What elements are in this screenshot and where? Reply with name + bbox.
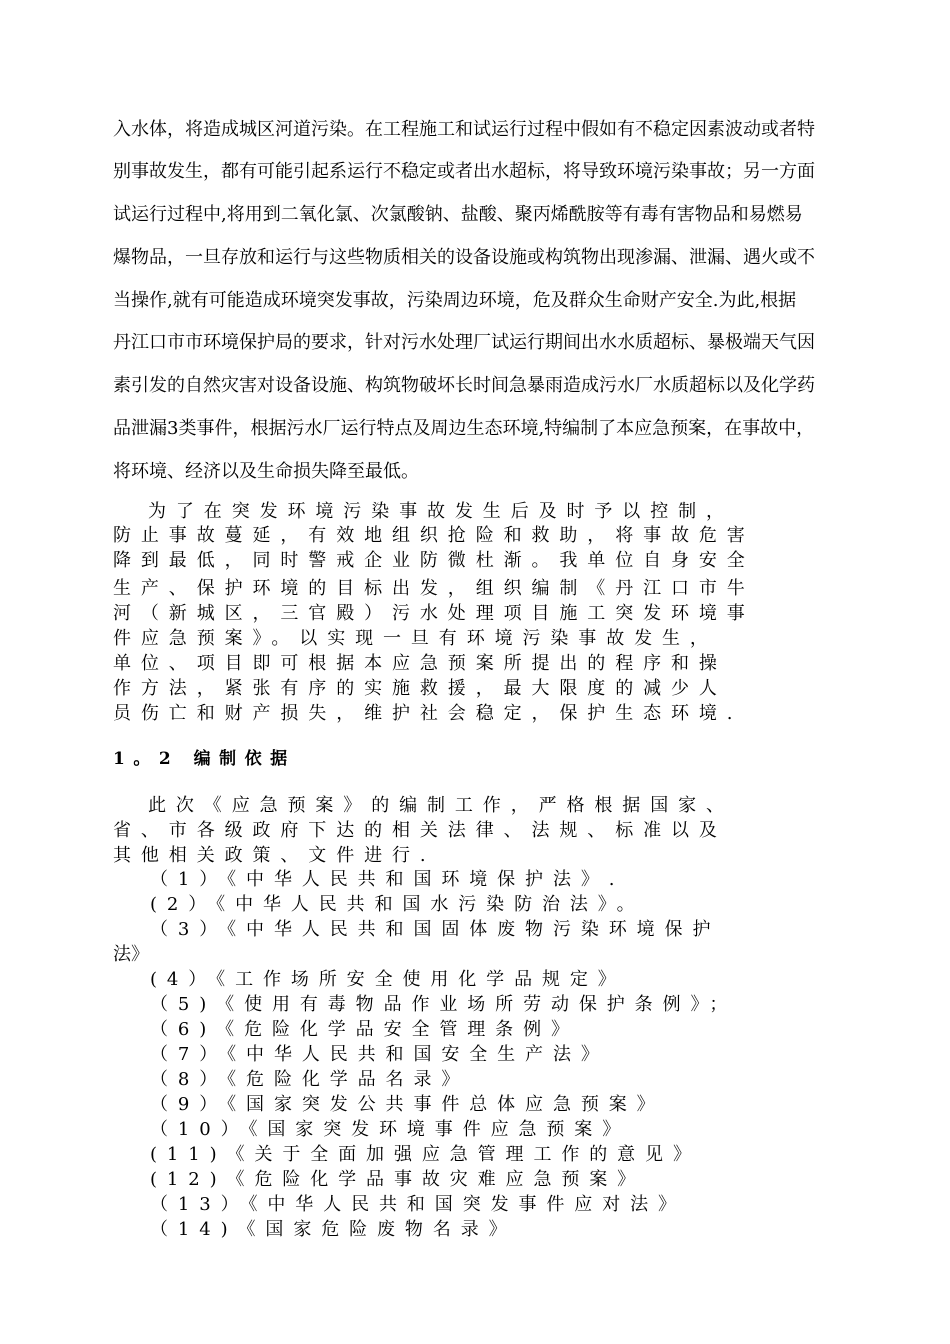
reference-item: （8）《危险化学品名录》	[150, 1069, 470, 1090]
reference-item: （7）《中华人民共和国安全生产法》	[150, 1044, 609, 1065]
paragraph-line: 防止事故蔓延，有效地组织抢险和救助，将事故危害	[113, 525, 755, 546]
paragraph-line: 入水体，将造成城区河道污染。在工程施工和试运行过程中假如有不稳定因素波动或者特	[113, 119, 815, 140]
paragraph-line: 作方法，紧张有序的实施救援，最大限度的减少人	[113, 678, 727, 699]
paragraph-line: 此次《应急预案》的编制工作，严格根据国家、	[148, 795, 734, 816]
reference-item: （3）《中华人民共和国固体废物污染环境保护	[150, 919, 721, 940]
reference-item: （10）《国家突发环境事件应急预案》	[150, 1119, 631, 1140]
paragraph-line: 丹江口市市环境保护局的要求，针对污水处理厂试运行期间出水水质超标、暴极端天气因	[113, 332, 815, 353]
paragraph-line: 为了在突发环境污染事故发生后及时予以控制，	[148, 501, 734, 522]
paragraph-line: 品泄漏3类事件，根据污水厂运行特点及周边生态环境,特编制了本应急预案，在事故中，	[113, 418, 815, 439]
paragraph-line: 河（新城区，三官殿）污水处理项目施工突发环境事	[113, 603, 755, 624]
section-heading: 1。2 编制依据	[113, 749, 296, 769]
paragraph-line: 降到最低，同时警戒企业防微杜渐。我单位自身安全	[113, 550, 755, 571]
reference-item: （9）《国家突发公共事件总体应急预案》	[150, 1094, 665, 1115]
reference-item: (2）《中华人民共和国水污染防治法》。	[150, 894, 645, 915]
reference-item: （1）《中华人民共和国环境保护法》.	[150, 869, 625, 890]
paragraph-line: 省、市各级政府下达的相关法律、法规、标准以及	[113, 820, 727, 841]
reference-item: （5)《使用有毒物品作业场所劳动保护条例》；	[150, 994, 738, 1015]
reference-item: (11)《关于全面加强应急管理工作的意见》	[150, 1144, 701, 1165]
reference-item: (4）《工作场所安全使用化学品规定》	[150, 969, 626, 990]
paragraph-line: 别事故发生，都有可能引起系运行不稳定或者出水超标，将导致环境污染事故；另一方面	[113, 161, 815, 182]
reference-item: (12)《危险化学品事故灾难应急预案》	[150, 1169, 646, 1190]
paragraph-line: 单位、项目即可根据本应急预案所提出的程序和操	[113, 653, 727, 674]
paragraph-line: 生产、保护环境的目标出发，组织编制《丹江口市牛	[113, 578, 755, 599]
paragraph-line: 员伤亡和财产损失，维护社会稳定，保护生态环境.	[113, 703, 743, 724]
reference-item: （6)《危险化学品安全管理条例》	[150, 1019, 579, 1040]
reference-item: 法》	[113, 944, 149, 965]
paragraph-line: 试运行过程中,将用到二氧化氯、次氯酸钠、盐酸、聚丙烯酰胺等有毒有害物品和易燃易	[113, 204, 803, 225]
paragraph-line: 件应急预案》。以实现一旦有环境污染事故发生，	[113, 628, 718, 649]
reference-item: （14)《国家危险废物名录》	[150, 1219, 517, 1240]
paragraph-line: 其他相关政策、文件进行.	[113, 845, 436, 866]
reference-item: （13）《中华人民共和国突发事件应对法》	[150, 1194, 686, 1215]
paragraph-line: 当操作,就有可能造成环境突发事故，污染周边环境，危及群众生命财产安全.为此,根据	[113, 290, 797, 311]
paragraph-line: 将环境、经济以及生命损失降至最低。	[113, 461, 419, 482]
paragraph-line: 素引发的自然灾害对设备设施、构筑物破坏长时间急暴雨造成污水厂水质超标以及化学药	[113, 375, 815, 396]
paragraph-line: 爆物品，一旦存放和运行与这些物质相关的设备设施或构筑物出现渗漏、泄漏、遇火或不	[113, 247, 815, 268]
